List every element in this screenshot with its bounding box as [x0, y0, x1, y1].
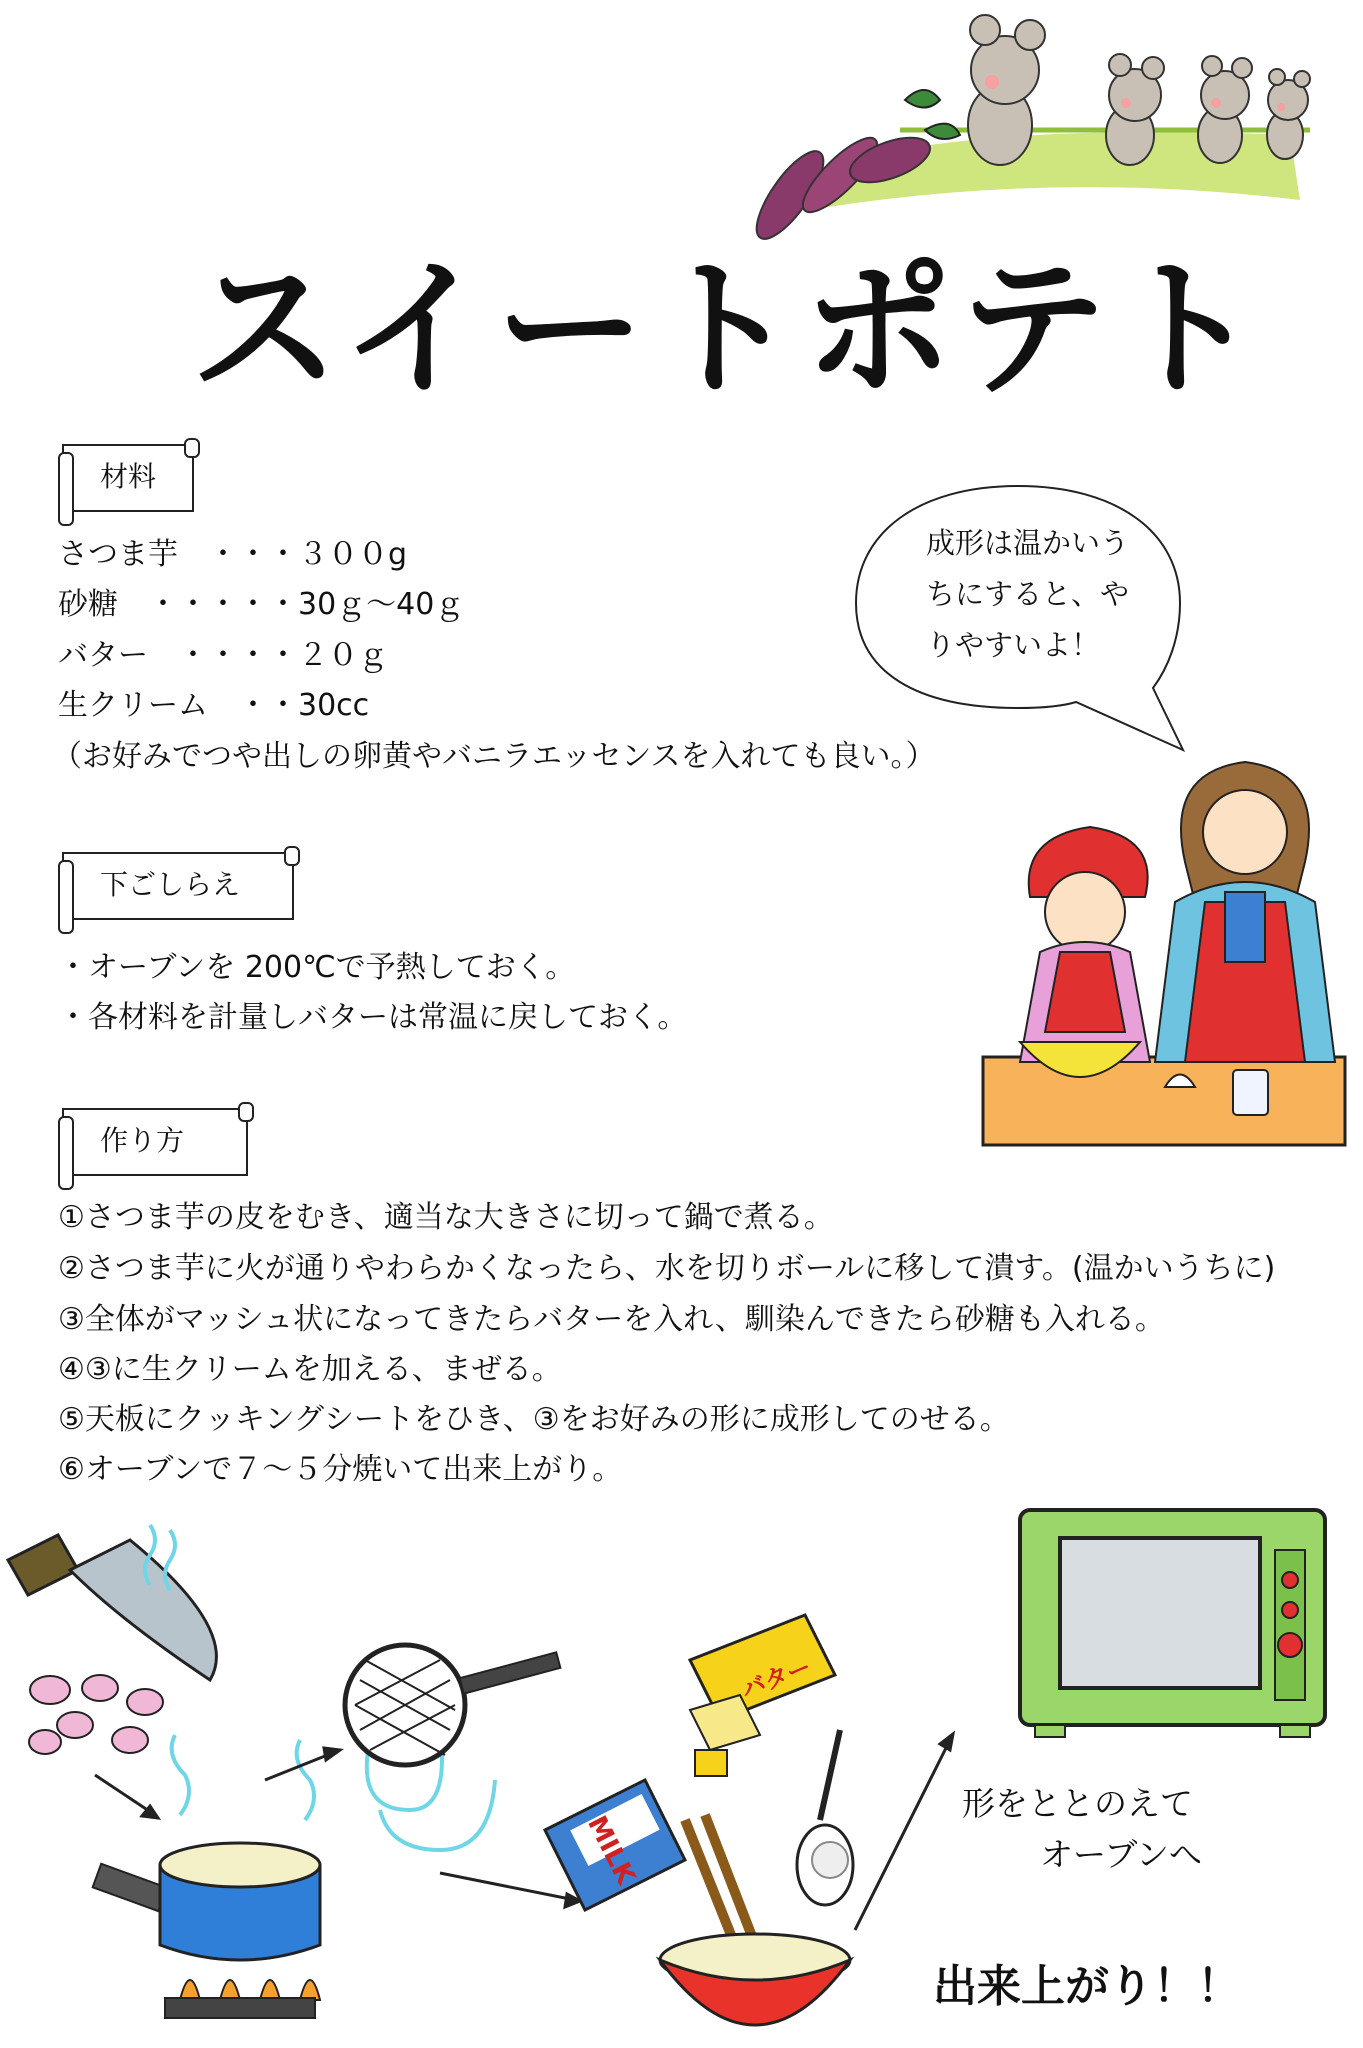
ingredient-item: 生クリーム ・・30cc — [58, 688, 370, 723]
butter-icon — [690, 1615, 835, 1776]
knife-icon — [8, 1535, 216, 1680]
page-title: スイートポテト — [190, 243, 1266, 417]
method-step: ⑤天板にクッキングシートをひき、③をお好みの形に成形してのせる。 — [58, 1402, 1010, 1437]
oven-icon — [1020, 1510, 1325, 1737]
mother-child-cooking-illustration — [975, 752, 1355, 1152]
speech-bubble-line: ちにすると、や — [926, 577, 1130, 611]
speech-bubble-line: りやすいよ！ — [926, 628, 1101, 662]
prep-item: ・オーブンを 200℃で予熱しておく。 — [58, 950, 576, 985]
method-heading-text: 作り方 — [100, 1124, 185, 1157]
strainer-icon — [345, 1645, 560, 1765]
method-step: ③全体がマッシュ状になってきたらバターを入れ、馴染んできたら砂糖も入れる。 — [58, 1302, 1165, 1337]
method-step: ⑥オーブンで７～５分焼いて出来上がり。 — [58, 1452, 623, 1487]
butter-box-label: バター — [737, 1652, 816, 1704]
ingredient-item: さつま芋 ・・・３００g — [58, 537, 408, 572]
method-step: ②さつま芋に火が通りやわらかくなったら、水を切りボールに移して潰す。(温かいうちに) — [58, 1251, 1276, 1286]
mice-sweet-potato-illustration — [730, 0, 1330, 260]
speech-bubble-line: 成形は温かいう — [926, 526, 1130, 560]
ingredients-heading — [62, 444, 194, 512]
prep-heading — [62, 852, 294, 920]
method-step: ④③に生クリームを加える、まぜる。 — [58, 1352, 562, 1387]
ingredients-heading-text: 材料 — [100, 460, 157, 493]
prep-heading-text: 下ごしらえ — [100, 868, 241, 901]
finished-label: 出来上がり！！ — [933, 1961, 1241, 2012]
sugar-spoon-icon — [797, 1730, 853, 1905]
prep-item: ・各材料を計量しバターは常温に戻しておく。 — [58, 1000, 688, 1035]
pot-icon — [93, 1843, 320, 2018]
milk-carton-label: MILK — [581, 1811, 641, 1890]
method-step: ①さつま芋の皮をむき、適当な大きさに切って鍋で煮る。 — [58, 1200, 834, 1235]
ingredients-note: （お好みでつや出しの卵黄やバニラエッセンスを入れても良い。） — [52, 739, 936, 774]
milk-carton-icon — [545, 1780, 685, 1910]
oven-caption-line-2: オーブンへ — [1040, 1835, 1203, 1874]
ingredient-item: 砂糖 ・・・・・30ｇ～40ｇ — [58, 587, 465, 622]
method-heading — [62, 1108, 248, 1176]
ingredient-item: バター ・・・・２０ｇ — [58, 638, 388, 673]
oven-caption-line-1: 形をととのえて — [962, 1784, 1193, 1823]
